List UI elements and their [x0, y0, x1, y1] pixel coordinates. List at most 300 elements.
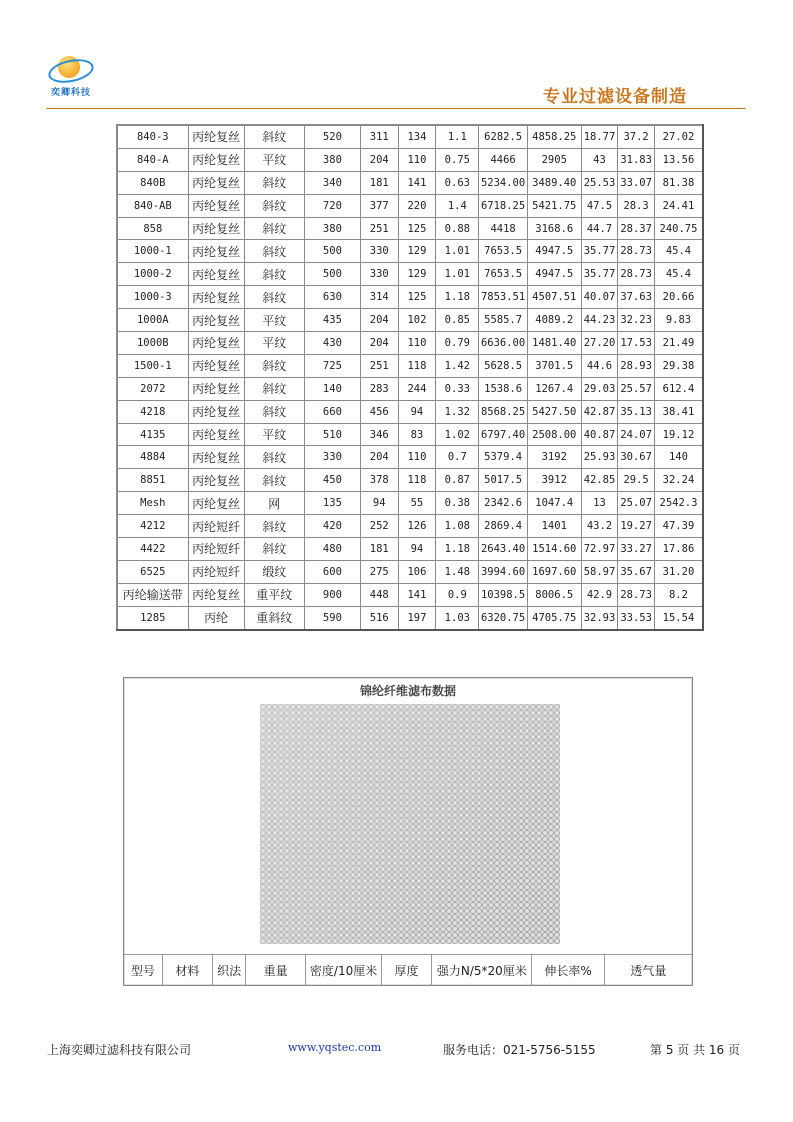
table-cell: 5585.7 — [479, 309, 527, 332]
table-row — [117, 332, 703, 355]
table-cell: 31.20 — [654, 560, 703, 583]
table-cell: 0.38 — [436, 492, 479, 515]
table-cell: 丙纶复丝 — [188, 446, 244, 469]
nylon-fabric-panel — [123, 677, 693, 986]
table-row — [117, 538, 703, 561]
table-cell: 平纹 — [244, 423, 304, 446]
table-cell: 1401 — [527, 515, 581, 538]
table-cell: 4135 — [117, 423, 188, 446]
company-logo — [46, 52, 94, 100]
table-cell: 5234.00 — [479, 171, 527, 194]
table-cell: 840-3 — [117, 125, 188, 148]
panel-title: 锦纶纤维滤布数据 — [359, 684, 456, 698]
table-cell: 181 — [360, 171, 398, 194]
footer-company: 上海奕卿过滤科技有限公司 — [47, 1043, 192, 1057]
table-cell: 2508.00 — [527, 423, 581, 446]
table-cell: 2643.40 — [479, 538, 527, 561]
table-cell: 4507.51 — [527, 286, 581, 309]
table-cell: 181 — [360, 538, 398, 561]
table-cell: 380 — [304, 148, 360, 171]
table-cell: 丙纶复丝 — [188, 286, 244, 309]
table-cell: 110 — [398, 148, 436, 171]
table-row — [117, 309, 703, 332]
table-row — [117, 171, 703, 194]
table-cell: 13.56 — [654, 148, 703, 171]
table-cell: 6320.75 — [479, 606, 527, 629]
table-cell: 72.97 — [581, 538, 618, 561]
table-cell: 45.4 — [654, 263, 703, 286]
table-cell: 510 — [304, 423, 360, 446]
table-cell: 251 — [360, 354, 398, 377]
table-cell: 5017.5 — [479, 469, 527, 492]
table-cell: 430 — [304, 332, 360, 355]
footer-phone: 服务电话：021-5756-5155 — [443, 1043, 596, 1057]
header-cell-permeability: 透气量 — [630, 964, 667, 978]
table-row — [117, 354, 703, 377]
panel-header-row — [124, 954, 692, 986]
table-cell: 7853.51 — [479, 286, 527, 309]
table-cell: 1.01 — [436, 263, 479, 286]
table-cell: 1047.4 — [527, 492, 581, 515]
table-cell: 1538.6 — [479, 377, 527, 400]
table-cell: 丙纶短纤 — [188, 560, 244, 583]
table-cell: 251 — [360, 217, 398, 240]
table-cell: 丙纶复丝 — [188, 492, 244, 515]
table-cell: 网 — [244, 492, 304, 515]
table-cell: Mesh — [117, 492, 188, 515]
table-cell: 0.9 — [436, 583, 479, 606]
table-cell: 140 — [654, 446, 703, 469]
table-cell: 37.63 — [618, 286, 655, 309]
table-cell: 55 — [398, 492, 436, 515]
table-cell: 丙纶复丝 — [188, 309, 244, 332]
table-cell: 重斜纹 — [244, 606, 304, 629]
table-cell: 丙纶 — [188, 606, 244, 629]
table-row — [117, 515, 703, 538]
table-cell: 43 — [581, 148, 618, 171]
table-cell: 25.53 — [581, 171, 618, 194]
table-cell: 8568.25 — [479, 400, 527, 423]
table-cell: 丙纶复丝 — [188, 194, 244, 217]
table-cell: 0.87 — [436, 469, 479, 492]
table-cell: 1.1 — [436, 125, 479, 148]
table-cell: 204 — [360, 148, 398, 171]
table-cell: 0.7 — [436, 446, 479, 469]
table-cell: 丙纶复丝 — [188, 148, 244, 171]
table-cell: 311 — [360, 125, 398, 148]
header-cell-weight: 重量 — [246, 955, 306, 986]
table-cell: 450 — [304, 469, 360, 492]
table-cell: 197 — [398, 606, 436, 629]
table-cell: 丙纶复丝 — [188, 400, 244, 423]
table-cell: 重平纹 — [244, 583, 304, 606]
table-cell: 377 — [360, 194, 398, 217]
table-cell: 720 — [304, 194, 360, 217]
table-cell: 斜纹 — [244, 538, 304, 561]
table-cell: 600 — [304, 560, 360, 583]
table-cell: 129 — [398, 240, 436, 263]
table-cell: 40.87 — [581, 423, 618, 446]
table-cell: 19.27 — [618, 515, 655, 538]
table-cell: 4884 — [117, 446, 188, 469]
table-cell: 2905 — [527, 148, 581, 171]
table-cell: 35.77 — [581, 263, 618, 286]
table-cell: 17.86 — [654, 538, 703, 561]
table-cell: 0.79 — [436, 332, 479, 355]
table-cell: 3994.60 — [479, 560, 527, 583]
table-cell: 平纹 — [244, 309, 304, 332]
table-cell: 5421.75 — [527, 194, 581, 217]
table-cell: 1.48 — [436, 560, 479, 583]
table-cell: 1267.4 — [527, 377, 581, 400]
table-cell: 28.93 — [618, 354, 655, 377]
table-row — [117, 263, 703, 286]
table-cell: 141 — [398, 171, 436, 194]
table-cell: 380 — [304, 217, 360, 240]
table-cell: 斜纹 — [244, 171, 304, 194]
table-cell: 29.03 — [581, 377, 618, 400]
table-cell: 42.9 — [581, 583, 618, 606]
table-cell: 5628.5 — [479, 354, 527, 377]
table-cell: 420 — [304, 515, 360, 538]
table-cell: 43.2 — [581, 515, 618, 538]
table-cell: 516 — [360, 606, 398, 629]
table-cell: 28.73 — [618, 240, 655, 263]
table-cell: 丙纶短纤 — [188, 515, 244, 538]
table-cell: 140 — [304, 377, 360, 400]
table-cell: 丙纶复丝 — [188, 171, 244, 194]
table-cell: 4418 — [479, 217, 527, 240]
table-cell: 314 — [360, 286, 398, 309]
table-cell: 47.5 — [581, 194, 618, 217]
table-cell: 244 — [398, 377, 436, 400]
table-row — [117, 469, 703, 492]
table-cell: 840-AB — [117, 194, 188, 217]
table-cell: 17.53 — [618, 332, 655, 355]
table-cell: 25.57 — [618, 377, 655, 400]
table-cell: 135 — [304, 492, 360, 515]
table-cell: 480 — [304, 538, 360, 561]
table-cell: 丙纶输送带 — [117, 583, 188, 606]
table-cell: 94 — [398, 400, 436, 423]
table-cell: 500 — [304, 240, 360, 263]
table-row — [117, 125, 703, 148]
table-cell: 38.41 — [654, 400, 703, 423]
table-cell: 13 — [581, 492, 618, 515]
table-cell: 30.67 — [618, 446, 655, 469]
footer-website-link[interactable]: www.yqstec.com — [288, 1041, 382, 1054]
table-cell: 5427.50 — [527, 400, 581, 423]
table-cell: 4218 — [117, 400, 188, 423]
table-cell: 4858.25 — [527, 125, 581, 148]
table-cell: 3192 — [527, 446, 581, 469]
table-cell: 4705.75 — [527, 606, 581, 629]
table-row — [117, 240, 703, 263]
table-cell: 10398.5 — [479, 583, 527, 606]
table-cell: 28.37 — [618, 217, 655, 240]
table-cell: 6797.40 — [479, 423, 527, 446]
table-cell: 1000-1 — [117, 240, 188, 263]
table-cell: 33.07 — [618, 171, 655, 194]
table-cell: 斜纹 — [244, 286, 304, 309]
table-cell: 81.38 — [654, 171, 703, 194]
table-row — [117, 560, 703, 583]
table-cell: 126 — [398, 515, 436, 538]
table-cell: 20.66 — [654, 286, 703, 309]
table-cell: 24.07 — [618, 423, 655, 446]
table-cell: 斜纹 — [244, 217, 304, 240]
table-cell: 58.97 — [581, 560, 618, 583]
table-cell: 1.03 — [436, 606, 479, 629]
table-cell: 330 — [304, 446, 360, 469]
table-cell: 204 — [360, 446, 398, 469]
table-cell: 斜纹 — [244, 446, 304, 469]
table-cell: 15.54 — [654, 606, 703, 629]
table-cell: 27.20 — [581, 332, 618, 355]
table-cell: 33.27 — [618, 538, 655, 561]
logo-ring-icon — [46, 55, 96, 86]
table-cell: 106 — [398, 560, 436, 583]
table-cell: 4089.2 — [527, 309, 581, 332]
footer-page-number: 第 5 页 共 16 页 — [650, 1043, 740, 1057]
table-cell: 448 — [360, 583, 398, 606]
table-row — [117, 583, 703, 606]
table-cell: 1.18 — [436, 538, 479, 561]
table-cell: 110 — [398, 446, 436, 469]
table-cell: 2342.6 — [479, 492, 527, 515]
table-cell: 1.32 — [436, 400, 479, 423]
table-cell: 134 — [398, 125, 436, 148]
table-cell: 340 — [304, 171, 360, 194]
table-cell: 37.2 — [618, 125, 655, 148]
table-cell: 8006.5 — [527, 583, 581, 606]
table-cell: 29.38 — [654, 354, 703, 377]
table-cell: 丙纶复丝 — [188, 354, 244, 377]
table-row — [117, 377, 703, 400]
table-cell: 21.49 — [654, 332, 703, 355]
table-cell: 1285 — [117, 606, 188, 629]
table-cell: 1000B — [117, 332, 188, 355]
table-cell: 斜纹 — [244, 515, 304, 538]
table-cell: 丙纶短纤 — [188, 538, 244, 561]
table-cell: 1481.40 — [527, 332, 581, 355]
table-cell: 3912 — [527, 469, 581, 492]
table-cell: 6282.5 — [479, 125, 527, 148]
table-cell: 500 — [304, 263, 360, 286]
table-row — [117, 446, 703, 469]
table-cell: 900 — [304, 583, 360, 606]
table-cell: 35.67 — [618, 560, 655, 583]
table-cell: 28.73 — [618, 583, 655, 606]
table-cell: 47.39 — [654, 515, 703, 538]
table-cell: 2072 — [117, 377, 188, 400]
table-cell: 7653.5 — [479, 240, 527, 263]
header-slogan: 专业过滤设备制造 — [543, 87, 687, 107]
table-cell: 4212 — [117, 515, 188, 538]
table-cell: 缎纹 — [244, 560, 304, 583]
table-cell: 630 — [304, 286, 360, 309]
table-cell: 丙纶复丝 — [188, 583, 244, 606]
table-cell: 丙纶复丝 — [188, 332, 244, 355]
table-cell: 32.93 — [581, 606, 618, 629]
table-cell: 275 — [360, 560, 398, 583]
table-cell: 0.88 — [436, 217, 479, 240]
table-cell: 83 — [398, 423, 436, 446]
table-row — [117, 492, 703, 515]
header-cell-material: 材料 — [163, 955, 214, 986]
table-cell: 24.41 — [654, 194, 703, 217]
table-cell: 4422 — [117, 538, 188, 561]
table-cell: 31.83 — [618, 148, 655, 171]
table-row — [117, 194, 703, 217]
table-cell: 42.85 — [581, 469, 618, 492]
table-cell: 129 — [398, 263, 436, 286]
table-cell: 1.18 — [436, 286, 479, 309]
table-cell: 435 — [304, 309, 360, 332]
table-cell: 118 — [398, 469, 436, 492]
table-cell: 283 — [360, 377, 398, 400]
table-cell: 0.33 — [436, 377, 479, 400]
table-cell: 19.12 — [654, 423, 703, 446]
table-cell: 330 — [360, 240, 398, 263]
table-cell: 378 — [360, 469, 398, 492]
table-cell: 33.53 — [618, 606, 655, 629]
table-cell: 4466 — [479, 148, 527, 171]
table-cell: 2542.3 — [654, 492, 703, 515]
table-cell: 0.75 — [436, 148, 479, 171]
table-cell: 29.5 — [618, 469, 655, 492]
table-cell: 1.01 — [436, 240, 479, 263]
table-row — [117, 286, 703, 309]
table-cell: 1.08 — [436, 515, 479, 538]
table-cell: 0.63 — [436, 171, 479, 194]
table-cell: 456 — [360, 400, 398, 423]
table-cell: 7653.5 — [479, 263, 527, 286]
header-cell-thickness: 厚度 — [382, 955, 433, 986]
table-cell: 1000-3 — [117, 286, 188, 309]
table-cell: 斜纹 — [244, 377, 304, 400]
table-cell: 840-A — [117, 148, 188, 171]
table-cell: 25.07 — [618, 492, 655, 515]
header-cell-strength: 强力N/5*20厘米 — [432, 955, 532, 986]
table-cell: 丙纶复丝 — [188, 423, 244, 446]
table-cell: 590 — [304, 606, 360, 629]
table-cell: 斜纹 — [244, 469, 304, 492]
fabric-texture-image — [260, 704, 560, 944]
table-cell: 32.23 — [618, 309, 655, 332]
table-cell: 141 — [398, 583, 436, 606]
table-cell: 丙纶复丝 — [188, 377, 244, 400]
table-cell: 8851 — [117, 469, 188, 492]
table-cell: 102 — [398, 309, 436, 332]
table-cell: 1514.60 — [527, 538, 581, 561]
table-cell: 6525 — [117, 560, 188, 583]
table-row — [117, 217, 703, 240]
table-cell: 斜纹 — [244, 354, 304, 377]
table-cell: 丙纶复丝 — [188, 217, 244, 240]
header-divider — [46, 108, 746, 109]
table-cell: 1000A — [117, 309, 188, 332]
table-cell: 32.24 — [654, 469, 703, 492]
table-cell: 35.13 — [618, 400, 655, 423]
table-cell: 8.2 — [654, 583, 703, 606]
table-cell: 6718.25 — [479, 194, 527, 217]
table-cell: 45.4 — [654, 240, 703, 263]
table-cell: 1.02 — [436, 423, 479, 446]
table-cell: 斜纹 — [244, 240, 304, 263]
table-cell: 28.73 — [618, 263, 655, 286]
table-cell: 240.75 — [654, 217, 703, 240]
table-cell: 18.77 — [581, 125, 618, 148]
table-cell: 44.23 — [581, 309, 618, 332]
table-cell: 660 — [304, 400, 360, 423]
table-cell: 3489.40 — [527, 171, 581, 194]
table-cell: 丙纶复丝 — [188, 240, 244, 263]
table-cell: 平纹 — [244, 148, 304, 171]
table-cell: 252 — [360, 515, 398, 538]
table-cell: 220 — [398, 194, 436, 217]
table-cell: 5379.4 — [479, 446, 527, 469]
table-cell: 44.6 — [581, 354, 618, 377]
table-cell: 330 — [360, 263, 398, 286]
table-cell: 42.87 — [581, 400, 618, 423]
table-cell: 斜纹 — [244, 125, 304, 148]
table-cell: 丙纶复丝 — [188, 469, 244, 492]
table-cell: 2869.4 — [479, 515, 527, 538]
table-cell: 斜纹 — [244, 263, 304, 286]
table-cell: 6636.00 — [479, 332, 527, 355]
table-cell: 204 — [360, 309, 398, 332]
table-row — [117, 606, 703, 629]
table-cell: 1.4 — [436, 194, 479, 217]
table-cell: 4947.5 — [527, 240, 581, 263]
table-cell: 125 — [398, 286, 436, 309]
table-cell: 3701.5 — [527, 354, 581, 377]
table-cell: 27.02 — [654, 125, 703, 148]
table-cell: 94 — [360, 492, 398, 515]
table-cell: 丙纶复丝 — [188, 125, 244, 148]
table-cell: 118 — [398, 354, 436, 377]
table-cell: 1000-2 — [117, 263, 188, 286]
table-cell: 3168.6 — [527, 217, 581, 240]
table-cell: 28.3 — [618, 194, 655, 217]
table-cell: 110 — [398, 332, 436, 355]
table-cell: 44.7 — [581, 217, 618, 240]
table-cell: 520 — [304, 125, 360, 148]
table-cell: 612.4 — [654, 377, 703, 400]
table-cell: 94 — [398, 538, 436, 561]
table-cell: 斜纹 — [244, 400, 304, 423]
header-cell-weave: 织法 — [213, 955, 246, 986]
table-cell: 40.07 — [581, 286, 618, 309]
header-cell-density: 密度/10厘米 — [306, 955, 381, 986]
table-row — [117, 423, 703, 446]
header-cell-model: 型号 — [124, 955, 163, 986]
table-cell: 25.93 — [581, 446, 618, 469]
table-cell: 1500-1 — [117, 354, 188, 377]
table-cell: 125 — [398, 217, 436, 240]
table-cell: 9.83 — [654, 309, 703, 332]
table-cell: 346 — [360, 423, 398, 446]
table-cell: 35.77 — [581, 240, 618, 263]
polypropylene-spec-table — [116, 124, 704, 631]
table-cell: 725 — [304, 354, 360, 377]
table-cell: 858 — [117, 217, 188, 240]
table-cell: 1697.60 — [527, 560, 581, 583]
table-cell: 0.85 — [436, 309, 479, 332]
table-cell: 丙纶复丝 — [188, 263, 244, 286]
table-cell: 204 — [360, 332, 398, 355]
